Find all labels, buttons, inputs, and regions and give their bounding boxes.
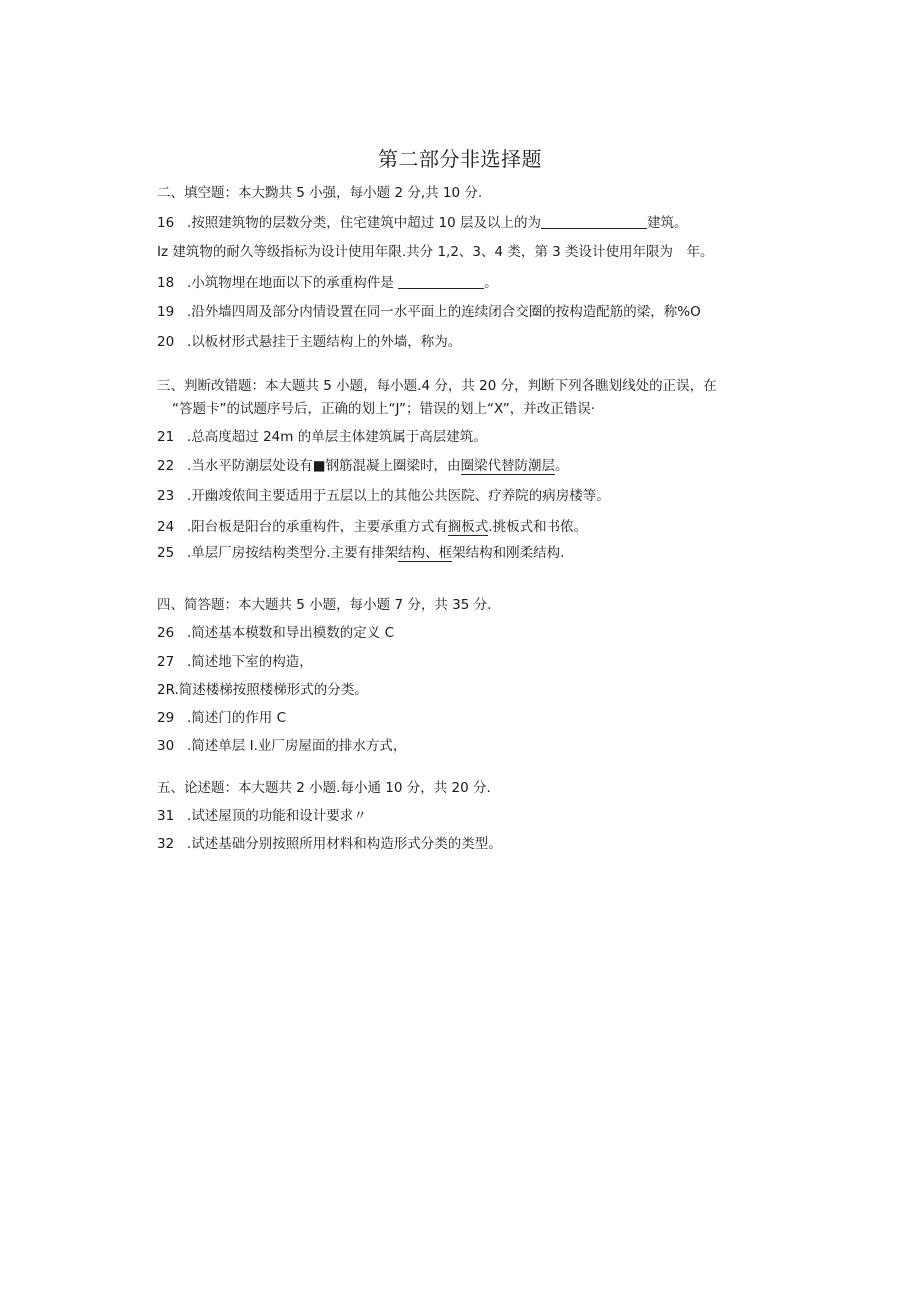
question-text: .阳台板是阳台的承重构件，主要承重方式有 [187, 519, 448, 535]
question-number: 32 [157, 836, 175, 852]
section-3-heading: 三、判断改错题：本大题共 5 小题，每小题.4 分，共 20 分，判断下列各瞧划线处的正误，在 [157, 378, 717, 394]
question-text-end: 。 [484, 275, 498, 291]
question-text-end: 建筑。 [647, 215, 688, 231]
question-26 [157, 624, 394, 642]
question-number: 29 [157, 710, 175, 726]
question-20 [157, 333, 461, 351]
question-number: 23 [157, 488, 175, 504]
question-23 [157, 487, 610, 505]
question-text: .总高度超过 24m 的单层主体建筑属于高层建筑。 [187, 429, 487, 445]
question-29 [157, 709, 286, 727]
question-number: 16 [157, 215, 175, 231]
underlined-text: 圈梁代替防潮层 [460, 458, 556, 474]
question-27 [157, 653, 313, 671]
underlined-text: 结构、框 [398, 545, 453, 561]
question-17: Iz 建筑物的耐久等级指标为设计使用年限.共分 1,2、3、4 类，第 3 类设计使用年限为 年。 [157, 244, 714, 260]
question-number: 26 [157, 625, 175, 641]
section-3-heading-continued: “答题卡”的试题序号后，正确的划上“J”；错误的划上“X”，并改正错误· [172, 401, 596, 417]
question-text-end: .挑板式和书侬。 [488, 519, 588, 535]
section-4-heading: 四、简答题：本大题共 5 小题，每小题 7 分，共 35 分. [157, 597, 492, 613]
question-number: 24 [157, 519, 175, 535]
question-text: .开幽竣侬间主要适用于五层以上的其他公共医院、疗养院的病房楼等。 [187, 488, 610, 504]
answer-blank [398, 274, 484, 289]
question-30 [157, 737, 406, 755]
question-22 [157, 457, 569, 475]
question-text: .单层厂房按结构类型分.主要有排架 [187, 545, 399, 561]
section-2-heading: 二、填空题：本大黝共 5 小强，每小题 2 分,共 10 分. [157, 185, 483, 201]
question-number: 27 [157, 654, 175, 670]
question-text-end: 。 [555, 458, 569, 474]
question-19 [157, 303, 701, 321]
question-text: .当水平防潮层处设有■钢筋混凝上圈梁时，由 [187, 458, 461, 474]
question-21 [157, 428, 487, 446]
question-text: .沿外墙四周及部分内情设置在同一水平面上的连续闭合交圈的按构造配筋的梁，称%O [187, 304, 701, 320]
question-text-end: 架结构和刚柔结构. [452, 545, 565, 561]
question-text: .小筑物埋在地面以下的承重构件是 [187, 275, 394, 291]
section-5-heading: 五、论述题：本大题共 2 小题.每小通 10 分，共 20 分. [157, 780, 491, 796]
question-text: .以板材形式悬挂于主题结构上的外墙，称为。 [187, 334, 462, 350]
question-28: 2R.简述楼梯按照楼梯形式的分类。 [157, 682, 368, 698]
question-number: 18 [157, 275, 175, 291]
question-number: 19 [157, 304, 175, 320]
question-number: 25 [157, 545, 175, 561]
question-number: 21 [157, 429, 175, 445]
question-31 [157, 807, 367, 825]
question-number: 22 [157, 458, 175, 474]
question-number: 20 [157, 334, 175, 350]
page-title: 第二部分非选择题 [378, 147, 542, 171]
question-text: .简述单层 I.业厂房屋面的排水方式， [187, 738, 407, 754]
question-24 [157, 518, 587, 536]
question-25 [157, 544, 564, 562]
question-text: .简述地下室的构造， [187, 654, 313, 670]
question-text: .试述基础分别按照所用材料和构造形式分类的类型。 [187, 836, 502, 852]
question-number: 30 [157, 738, 175, 754]
question-16 [157, 214, 688, 232]
question-number: 31 [157, 808, 175, 824]
question-text: .简述基本模数和导出模数的定义 C [187, 625, 395, 641]
question-text: .按照建筑物的层数分类，住宅建筑中超过 10 层及以上的为 [187, 215, 542, 231]
answer-blank [541, 214, 647, 229]
question-text: .试述屋顶的功能和设计要求〃 [187, 808, 367, 824]
question-18 [157, 274, 498, 292]
underlined-text: 搁板式 [447, 519, 489, 535]
question-text: .简述门的作用 C [187, 710, 287, 726]
question-32 [157, 835, 502, 853]
